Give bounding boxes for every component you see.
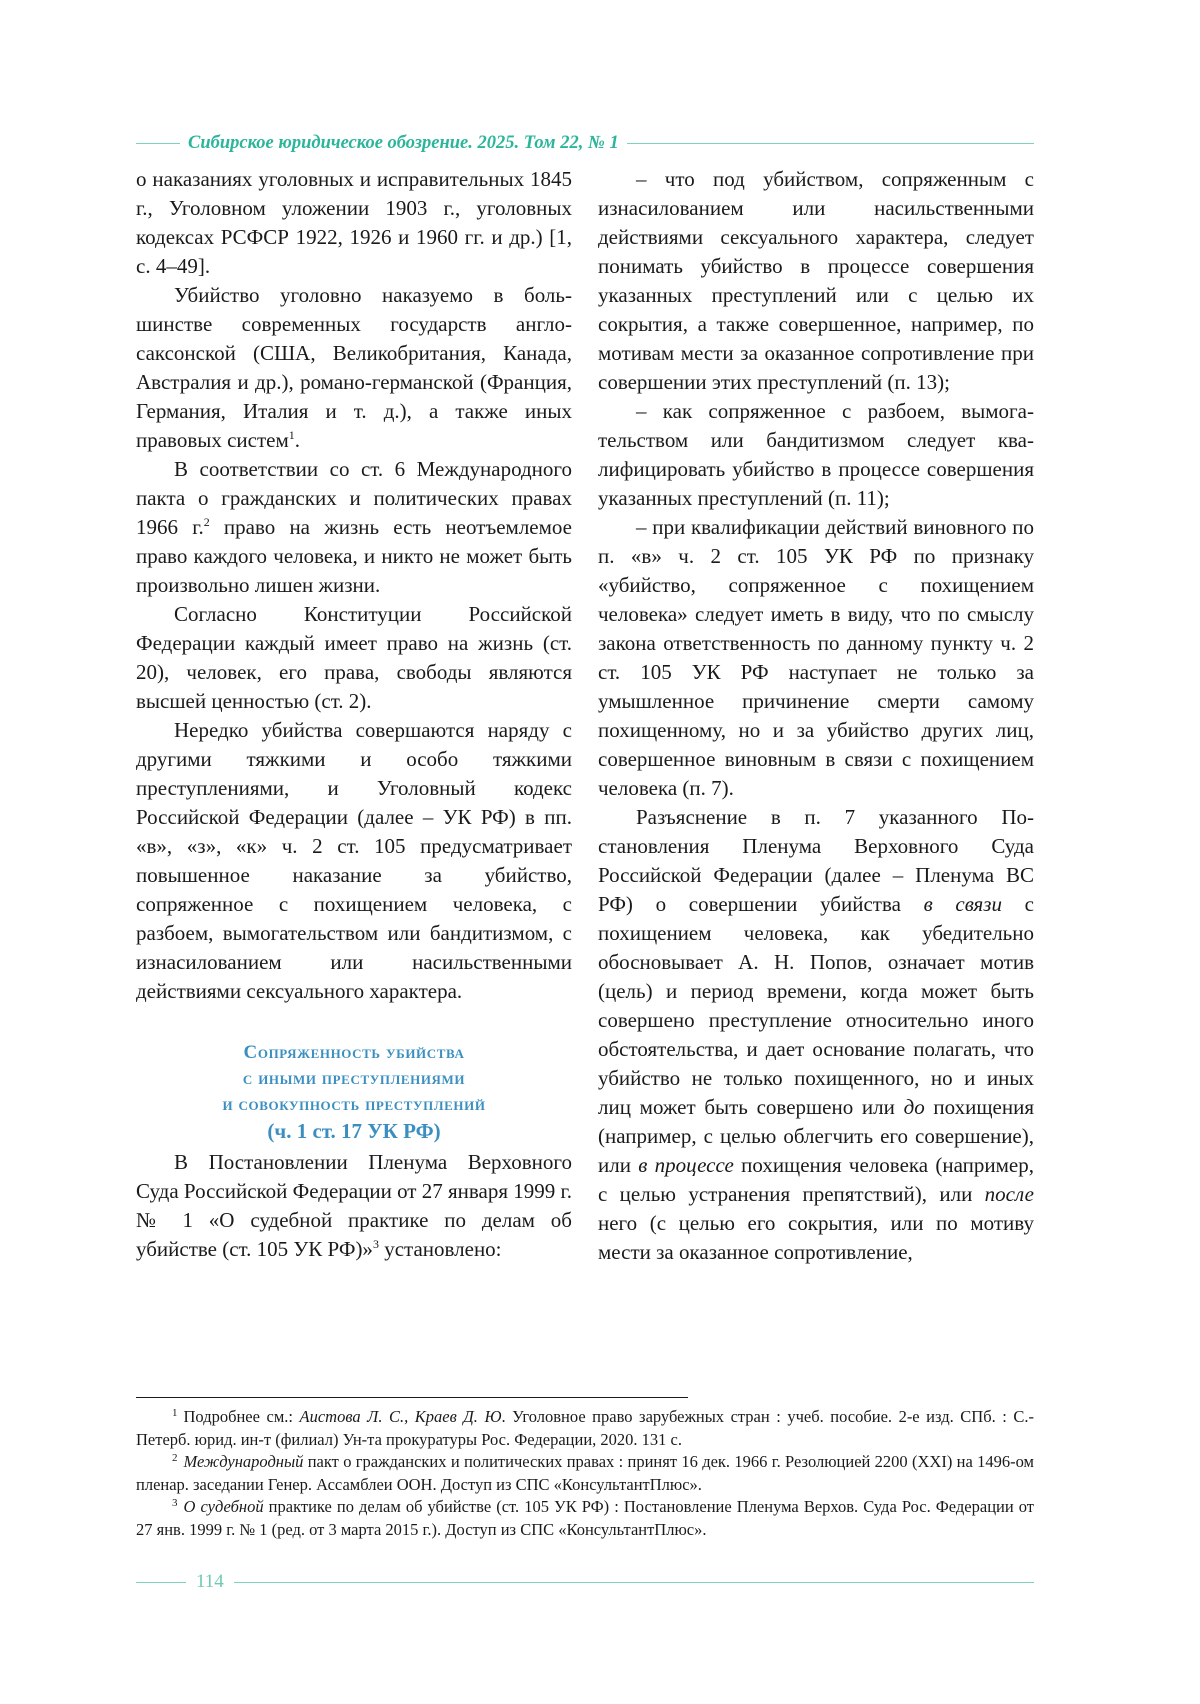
footnote: $^1$ Подробнее см.: Аистова Л. С., Краев Д. Ю. Уголовное право зарубежных стран : учеб. пособие. 2-е изд. СПб. : С.-Петерб. юрид. ин-т (филиал) Ун-та прокуратуры Рос. Федерации, 2020. 131 с. — [136, 1406, 1035, 1449]
footnote-ref[interactable]: 3 — [372, 1237, 379, 1251]
footnote: $^2$ Международный пакт о гражданских и политических правах : принят 16 дек. 1966 г. Резолюцией 2200 (XXI) на 1496-ом пленар. заседании Генер. Ассамблеи ООН. Доступ из СПС «КонсультантПлюс». — [136, 1451, 1034, 1494]
footnotes — [136, 1406, 1034, 1541]
footnote-separator — [136, 1397, 688, 1398]
paragraph: В Постановлении Пленума Верховного Суда Российской Федерации от 27 января 1999 г. № 1 «О судебной практике по делам об убийстве (ст. 105 УК РФ)»$^3$ установлено: — [136, 1150, 572, 1261]
section-heading — [136, 1040, 572, 1144]
paragraph: Убийство уголовно наказуемо в большинстве современных государств англосаксонской (США, Великобритания, Канада, Австралия и др.), романо-германской (Франция, Германия, Италия и т. д.), а также иных правовых систем$^1$. — [136, 283, 572, 452]
footnote: $^3$ О судебной практике по делам об убийстве (ст. 105 УК РФ) : Постановление Пленума Верхов. Суда Рос. Федерации от 27 янв. 1999 г. № 1 (ред. от 3 марта 2015 г.). Доступ из СПС «КонсультантПлюс». — [136, 1496, 1034, 1539]
page-footer — [136, 1570, 1034, 1594]
paragraph: – что под убийством, сопряженным с изнасилованием или насильственными действиями сексуального характера, следует понимать убийство в процессе совершения указанных преступлений или с целью их сокрытия, а также совершенное, например, по мотивам мести за оказанное сопротивление при совершении этих преступлений (п. 13); — [598, 167, 1034, 394]
heading-line: и совокупность преступлений — [222, 1094, 486, 1115]
footnote-ref[interactable]: 2 — [203, 515, 210, 529]
paragraph: Нередко убийства совершаются наряду с другими тяжкими и особо тяжкими преступлениями, и Уголовный кодекс Российской Федерации (далее – УК РФ) в пп. «в», «з», «к» ч. 2 ст. 105 предусматривает повышенное наказание за убийство, сопряженное с похищением человека, с разбоем, вымогательством или бандитизмом, с изнасилованием или насильственными действиями сексуального характера. — [136, 718, 572, 1003]
heading-line: Сопряженность убийства — [243, 1042, 465, 1063]
paragraph: Разъяснение в п. 7 указанного Постановления Пленума Верховного Суда Российской Федерации (далее – Пленума ВС РФ) о совершении убийства в связи с похищением человека, как убедительно обосновывает А. Н. Попов, означает мотив (цель) и период времени, когда может быть совершено преступление относительно иного обстоятельства, и дает основание полагать, что убийство не только похищенного, но и иных лиц может быть совершено или до похищения (например, с целью облегчить его совершение), или в процессе похищения человека (например, с целью устранения препятствий), или после него (с целью его сокрытия, или по мотиву мести за оказанное сопротивление, — [598, 805, 1034, 1264]
left-column — [136, 165, 572, 1264]
heading-line: с иными преступлениями — [242, 1068, 466, 1089]
paragraph: о наказаниях уголовных и исправительных 1845 г., Уголовном уложении 1903 г., уголовных кодексах РСФСР 1922, 1926 и 1960 гг. и др.) [1, с. 4–49]. — [136, 167, 572, 278]
header-rule-right — [627, 143, 1034, 144]
journal-title: Сибирское юридическое обозрение. 2025. Том 22, № 1 — [188, 132, 619, 153]
heading-line: (ч. 1 ст. 17 УК РФ) — [267, 1119, 441, 1143]
header-rule-left — [136, 143, 180, 144]
paragraph: Согласно Конституции Российской Федерации каждый имеет право на жизнь (ст. 20), человек, его права, свободы являются высшей ценностью (ст. 2). — [136, 602, 572, 713]
footer-rule-left — [136, 1582, 186, 1583]
page-number: 114 — [196, 1571, 224, 1592]
footnote-ref[interactable]: 1 — [288, 428, 295, 442]
paragraph: – как сопряженное с разбоем, вымогательством или бандитизмом следует квалифицировать убийство в процессе совершения указанных преступлений (п. 11); — [598, 399, 1034, 510]
right-column — [598, 165, 1034, 1267]
footer-rule-right — [234, 1582, 1034, 1583]
running-header — [136, 130, 1034, 156]
paragraph: – при квалификации действий виновного по п. «в» ч. 2 ст. 105 УК РФ по признаку «убийство, сопряженное с похищением человека» следует иметь в виду, что по смыслу закона ответственность по данному пункту ч. 2 ст. 105 УК РФ наступает не только за умышленное причинение смерти самому похищенному, но и за убийство других лиц, совершенное виновным в связи с похищением человека (п. 7). — [598, 515, 1034, 800]
paragraph: В соответствии со ст. 6 Международного пакта о гражданских и политических правах 1966 г.$^2$ право на жизнь есть неотъемлемое право каждого человека, и никто не может быть произвольно лишен жизни. — [136, 457, 572, 597]
